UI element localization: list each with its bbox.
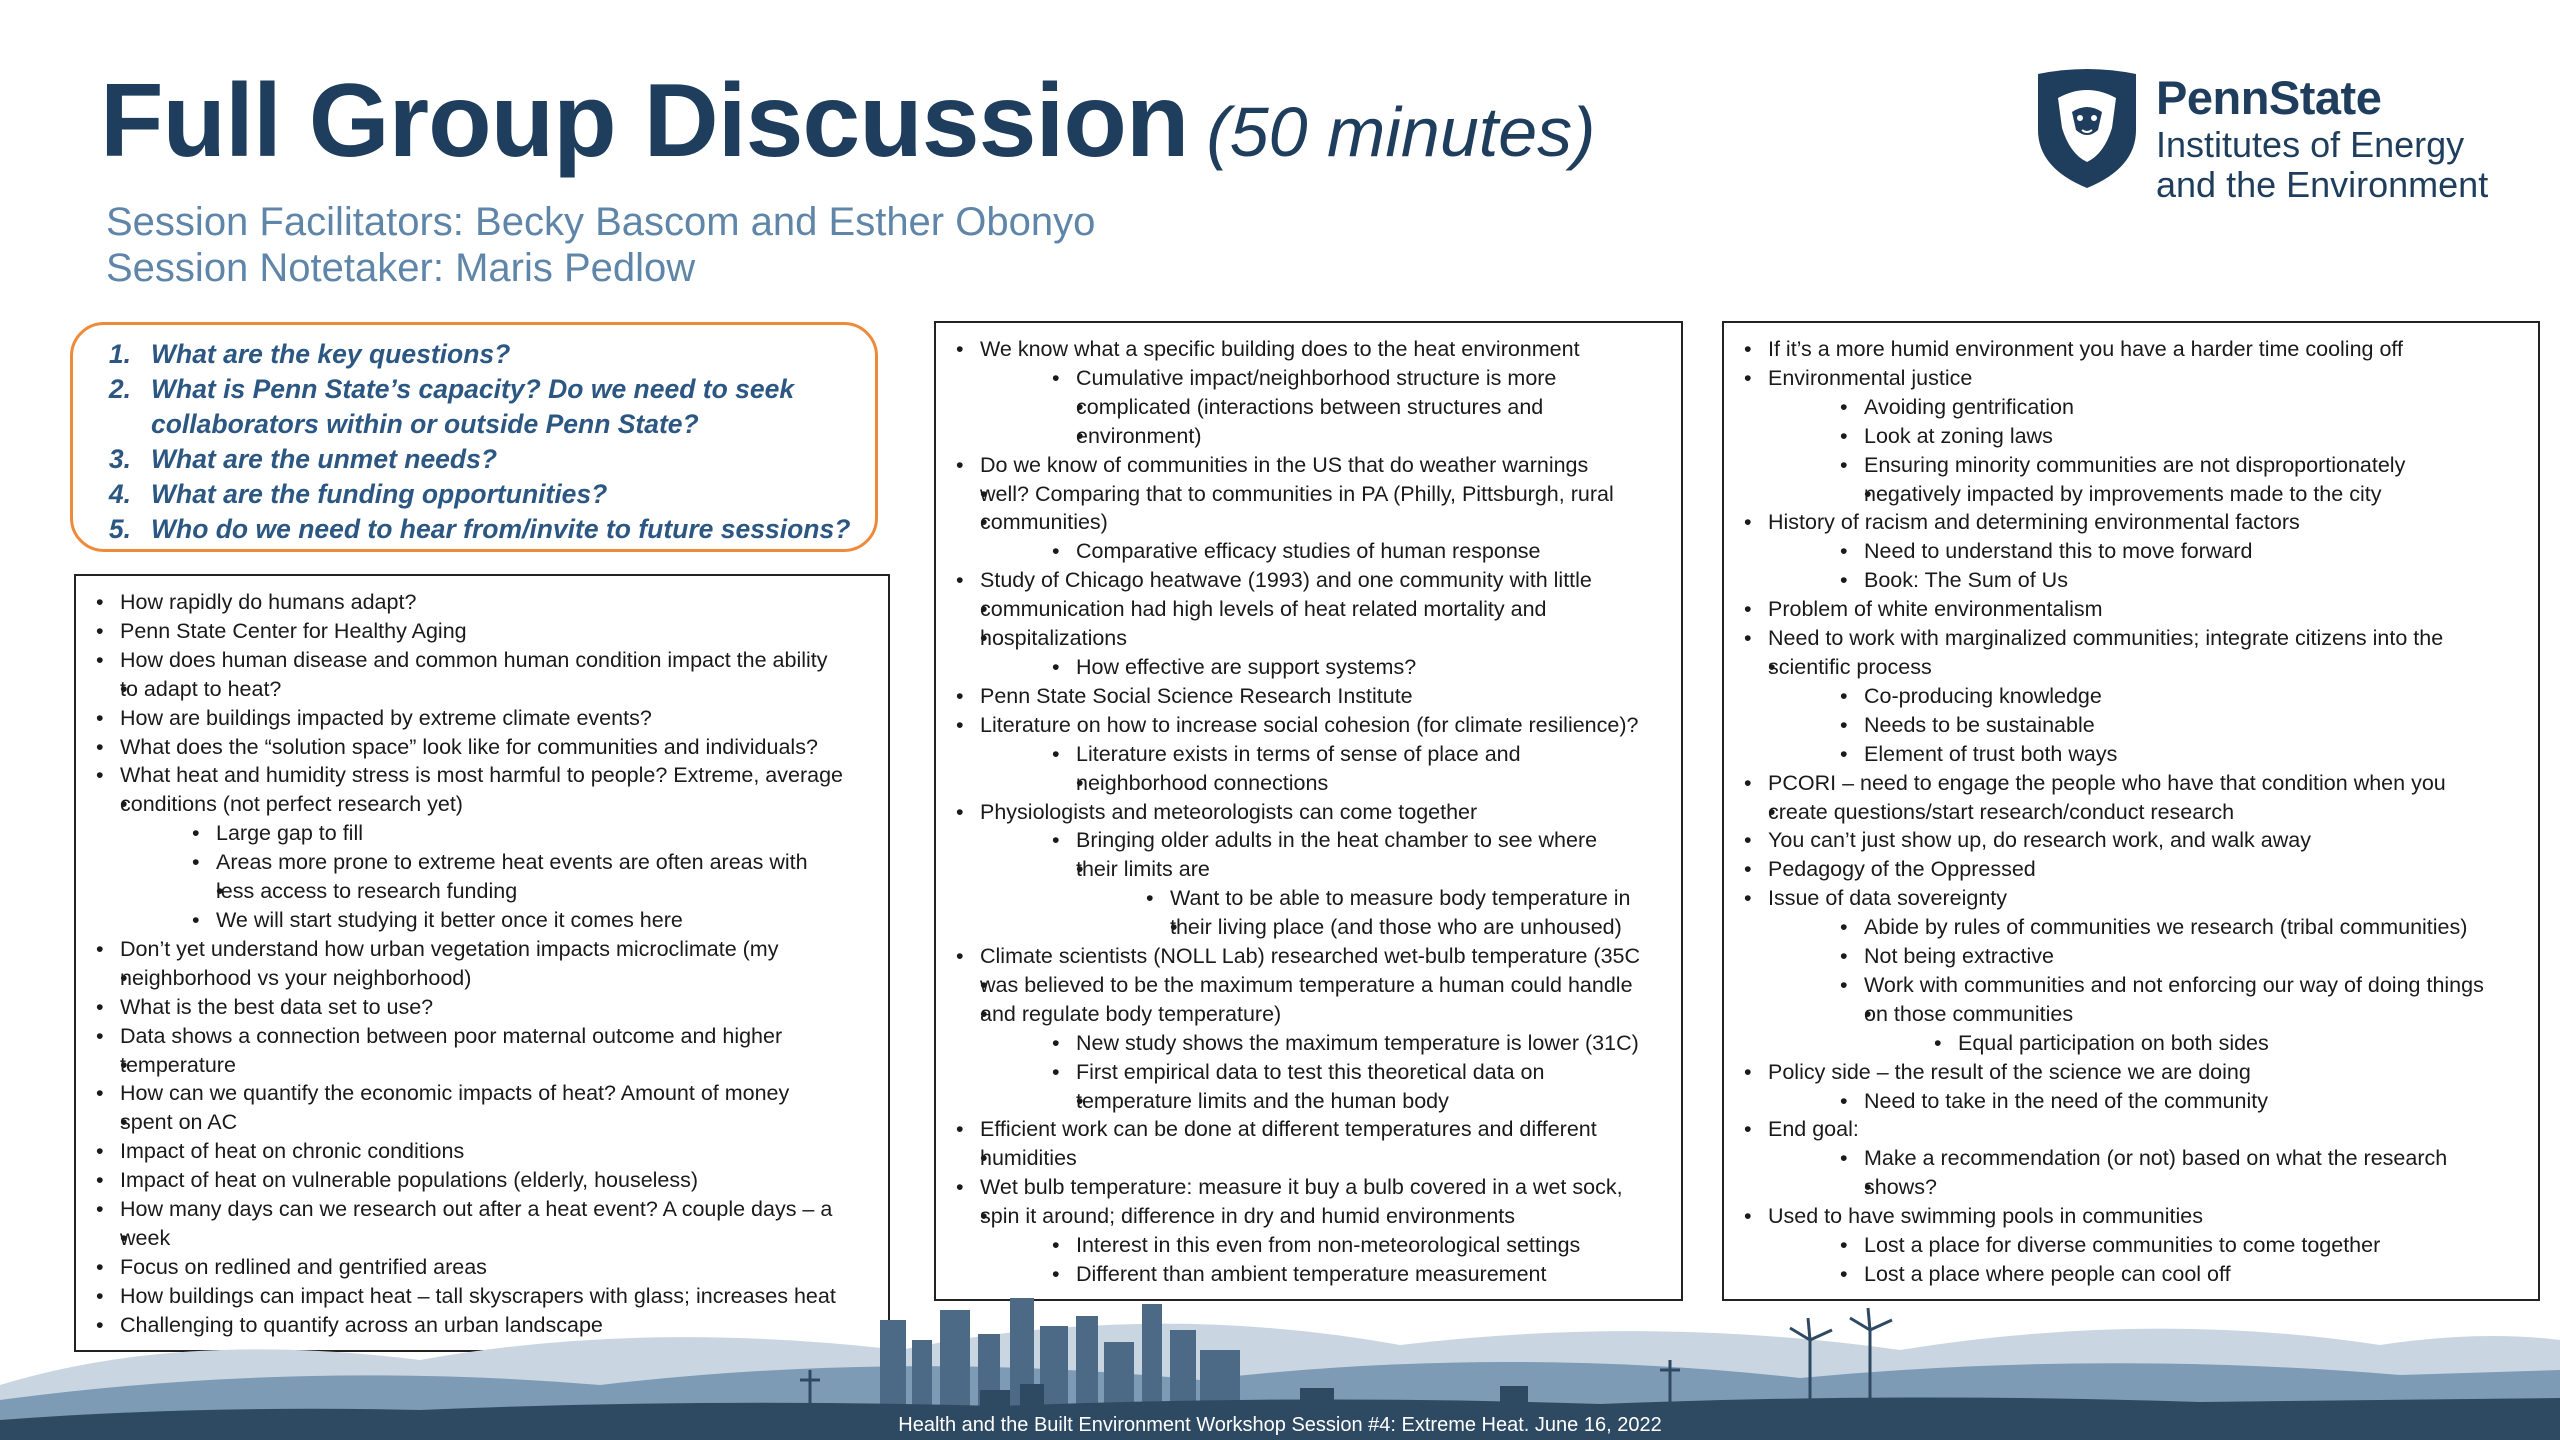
list-item: • Physiologists and meteorologists can come together [946,798,1671,827]
list-item: • How buildings can impact heat – tall skyscrapers with glass; increases heat [86,1282,878,1311]
list-item: • Issue of data sovereignty [1734,884,2528,913]
list-item: • neighborhood vs your neighborhood) [86,964,878,993]
list-item: • Equal participation on both sides [1734,1029,2528,1058]
list-item: • PCORI – need to engage the people who have that condition when you [1734,769,2528,798]
title-duration: (50 minutes) [1206,93,1596,171]
list-item: • How many days can we research out after a heat event? A couple days – a [86,1195,878,1224]
notes-left-column [74,574,890,1352]
slide-title [100,62,1595,181]
list-item: • Not being extractive [1734,942,2528,971]
list-item: • Avoiding gentrification [1734,393,2528,422]
list-item: • End goal: [1734,1115,2528,1144]
list-item: • How are buildings impacted by extreme climate events? [86,704,878,733]
list-item: • Used to have swimming pools in communities [1734,1202,2528,1231]
list-item: • Lost a place for diverse communities to come together [1734,1231,2528,1260]
list-item: • spin it around; difference in dry and humid environments [946,1202,1671,1231]
question-text: Who do we need to hear from/invite to future sessions? [151,514,851,544]
list-item: • What heat and humidity stress is most harmful to people? Extreme, average [86,761,878,790]
list-item: • Interest in this even from non-meteorological settings [946,1231,1671,1260]
question-item [73,512,875,547]
list-item: • We will start studying it better once it comes here [86,906,878,935]
list-item: • Want to be able to measure body temperature in [946,884,1671,913]
list-item: • Impact of heat on chronic conditions [86,1137,878,1166]
list-item: • Study of Chicago heatwave (1993) and one community with little [946,566,1671,595]
question-item [73,337,875,372]
list-item: • their living place (and those who are unhoused) [946,913,1671,942]
list-item: • First empirical data to test this theoretical data on [946,1058,1671,1087]
session-notetaker: Session Notetaker: Maris Pedlow [106,246,696,290]
session-facilitators: Session Facilitators: Becky Bascom and Esther Obonyo [106,200,1096,244]
list-item: • was believed to be the maximum temperature a human could handle [946,971,1671,1000]
question-number: 4. [108,479,131,509]
list-item: • Need to work with marginalized communities; integrate citizens into the [1734,624,2528,653]
list-item: • You can’t just show up, do research work, and walk away [1734,826,2528,855]
list-item: • Cumulative impact/neighborhood structure is more [946,364,1671,393]
logo-wordmark: PennState [2156,71,2382,124]
notes-right-list [1734,335,2528,1289]
list-item: • Efficient work can be done at different temperatures and different [946,1115,1671,1144]
list-item: • Work with communities and not enforcing our way of doing things [1734,971,2528,1000]
list-item: • Comparative efficacy studies of human response [946,537,1671,566]
list-item: • We know what a specific building does to the heat environment [946,335,1671,364]
list-item: • Look at zoning laws [1734,422,2528,451]
list-item: • Needs to be sustainable [1734,711,2528,740]
list-item: • spent on AC [86,1108,878,1137]
pennstate-logo [2032,68,2512,208]
list-item: • Abide by rules of communities we research (tribal communities) [1734,913,2528,942]
nittany-lion-shield-icon [2032,68,2142,190]
list-item: • How rapidly do humans adapt? [86,588,878,617]
list-item: • Problem of white environmentalism [1734,595,2528,624]
list-item: • Bringing older adults in the heat chamber to see where [946,826,1671,855]
question-text: What is Penn State’s capacity? Do we need to seek [151,374,795,404]
list-item: • Penn State Center for Healthy Aging [86,617,878,646]
list-item: • New study shows the maximum temperature is lower (31C) [946,1029,1671,1058]
list-item: • Climate scientists (NOLL Lab) researched wet-bulb temperature (35C [946,942,1671,971]
list-item: • Do we know of communities in the US that do weather warnings [946,451,1671,480]
list-item: • If it’s a more humid environment you have a harder time cooling off [1734,335,2528,364]
list-item: • How can we quantify the economic impacts of heat? Amount of money [86,1079,878,1108]
list-item: • Challenging to quantify across an urban landscape [86,1311,878,1340]
list-item: • negatively impacted by improvements made to the city [1734,480,2528,509]
list-item: • scientific process [1734,653,2528,682]
list-item: • Focus on redlined and gentrified areas [86,1253,878,1282]
list-item: • less access to research funding [86,877,878,906]
logo-line-2: and the Environment [2156,164,2489,205]
list-item: • hospitalizations [946,624,1671,653]
question-item [73,442,875,477]
footer-caption: Health and the Built Environment Workshop Session #4: Extreme Heat. June 16, 2022 [898,1414,1662,1436]
list-item: • temperature [86,1051,878,1080]
question-text: collaborators within or outside Penn State? [151,409,699,439]
list-item: • Wet bulb temperature: measure it buy a bulb covered in a wet sock, [946,1173,1671,1202]
list-item: • Literature exists in terms of sense of place and [946,740,1671,769]
title-main: Full Group Discussion [100,63,1189,179]
list-item: • Co-producing knowledge [1734,682,2528,711]
list-item: • Element of trust both ways [1734,740,2528,769]
list-item: • communities) [946,508,1671,537]
list-item: • Policy side – the result of the science we are doing [1734,1058,2528,1087]
list-item: • Don’t yet understand how urban vegetation impacts microclimate (my [86,935,878,964]
list-item: • neighborhood connections [946,769,1671,798]
list-item: • complicated (interactions between structures and [946,393,1671,422]
question-item [73,372,875,407]
question-item [73,407,875,442]
list-item: • environment) [946,422,1671,451]
list-item: • What is the best data set to use? [86,993,878,1022]
list-item: • on those communities [1734,1000,2528,1029]
question-number: 5. [108,514,131,544]
list-item: • Pedagogy of the Oppressed [1734,855,2528,884]
question-number: 1. [108,339,131,369]
list-item: • their limits are [946,855,1671,884]
logo-line-1: Institutes of Energy [2156,124,2465,165]
list-item: • How effective are support systems? [946,653,1671,682]
list-item: • Environmental justice [1734,364,2528,393]
list-item: • Make a recommendation (or not) based on what the research [1734,1144,2528,1173]
list-item: • communication had high levels of heat related mortality and [946,595,1671,624]
notes-left-list [86,588,878,1340]
discussion-questions [70,322,878,552]
question-text: What are the unmet needs? [151,444,498,474]
list-item: • Impact of heat on vulnerable populations (elderly, houseless) [86,1166,878,1195]
question-number: 3. [108,444,131,474]
list-item: • Large gap to fill [86,819,878,848]
list-item: • Penn State Social Science Research Institute [946,682,1671,711]
list-item: • What does the “solution space” look like for communities and individuals? [86,733,878,762]
list-item: • temperature limits and the human body [946,1087,1671,1116]
question-item [73,477,875,512]
list-item: • create questions/start research/conduct research [1734,798,2528,827]
list-item: • week [86,1224,878,1253]
notes-right-column [1722,321,2540,1301]
list-item: • humidities [946,1144,1671,1173]
list-item: • shows? [1734,1173,2528,1202]
notes-middle-column [934,321,1683,1301]
question-list [73,337,875,547]
list-item: • Need to understand this to move forward [1734,537,2528,566]
question-number: 2. [108,374,131,404]
list-item: • History of racism and determining environmental factors [1734,508,2528,537]
list-item: • Different than ambient temperature measurement [946,1260,1671,1289]
list-item: • Literature on how to increase social cohesion (for climate resilience)? [946,711,1671,740]
list-item: • How does human disease and common human condition impact the ability [86,646,878,675]
list-item: • and regulate body temperature) [946,1000,1671,1029]
list-item: • Book: The Sum of Us [1734,566,2528,595]
notes-middle-list [946,335,1671,1289]
list-item: • well? Comparing that to communities in PA (Philly, Pittsburgh, rural [946,480,1671,509]
list-item: • Data shows a connection between poor maternal outcome and higher [86,1022,878,1051]
question-text: What are the funding opportunities? [151,479,608,509]
list-item: • Need to take in the need of the community [1734,1087,2528,1116]
list-item: • conditions (not perfect research yet) [86,790,878,819]
list-item: • to adapt to heat? [86,675,878,704]
question-text: What are the key questions? [151,339,511,369]
list-item: • Lost a place where people can cool off [1734,1260,2528,1289]
list-item: • Ensuring minority communities are not disproportionately [1734,451,2528,480]
list-item: • Areas more prone to extreme heat events are often areas with [86,848,878,877]
